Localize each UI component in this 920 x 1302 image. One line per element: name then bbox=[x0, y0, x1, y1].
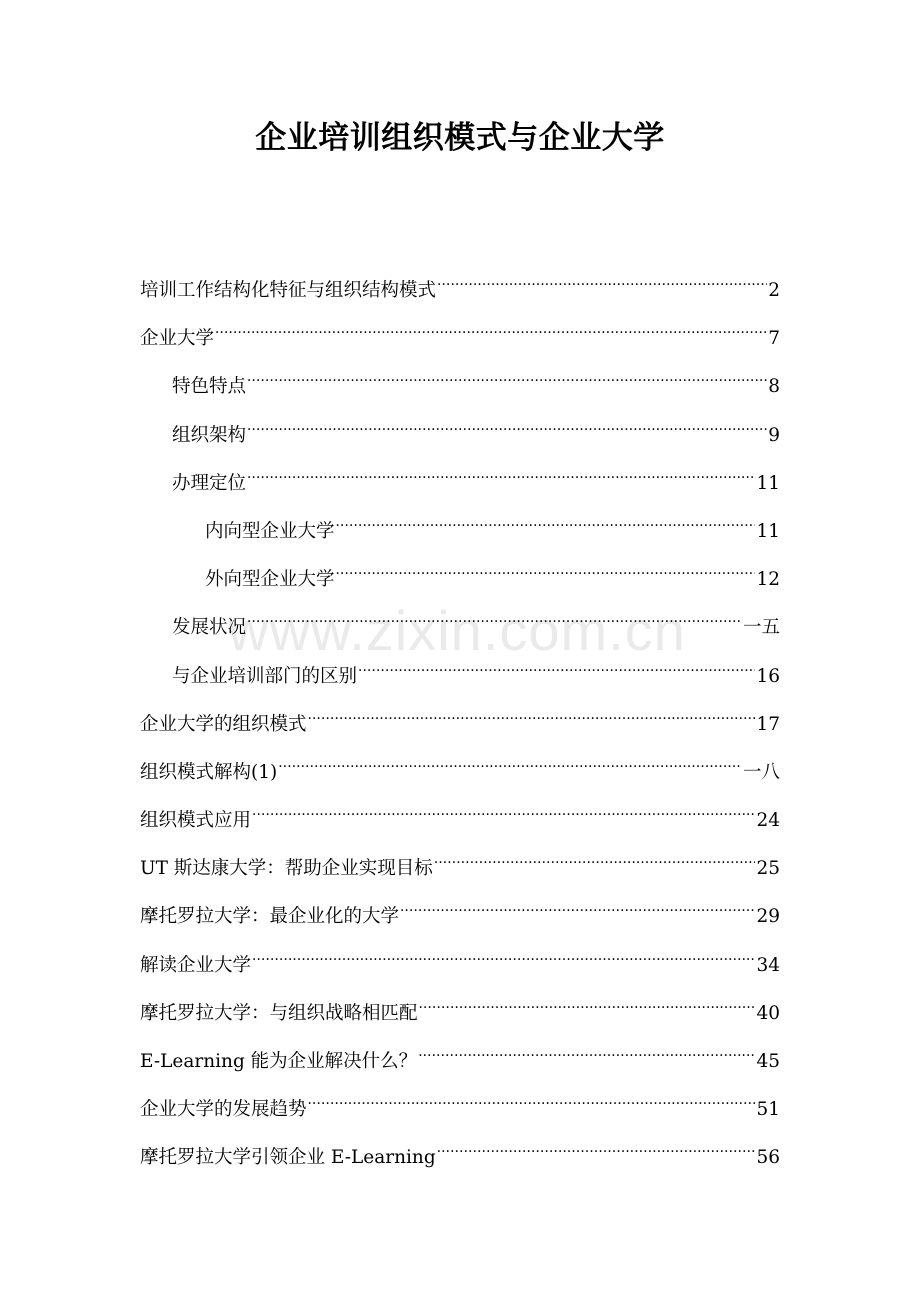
toc-page-number: 24 bbox=[756, 810, 780, 832]
toc-page-number: 16 bbox=[756, 665, 780, 687]
toc-page-number: 11 bbox=[756, 520, 780, 542]
toc-entry-title: 办理定位 bbox=[172, 472, 247, 494]
toc-entry-title: 摩托罗拉大学：最企业化的大学 bbox=[140, 906, 400, 928]
toc-entry-title: 外向型企业大学 bbox=[205, 569, 335, 591]
toc-page-number: 9 bbox=[768, 424, 780, 446]
toc-entry-title: 内向型企业大学 bbox=[205, 520, 335, 542]
toc-dot-leader bbox=[247, 449, 755, 489]
toc-page-number: 17 bbox=[756, 713, 780, 735]
toc-entry[interactable] bbox=[140, 738, 780, 786]
toc-entry-title: UT 斯达康大学：帮助企业实现目标 bbox=[140, 858, 433, 880]
toc-page-number: 2 bbox=[768, 280, 780, 301]
toc-entry[interactable] bbox=[140, 834, 780, 882]
toc-page-number: 25 bbox=[756, 858, 780, 880]
toc-dot-leader bbox=[278, 738, 742, 778]
toc-page-number: 11 bbox=[756, 472, 780, 494]
toc-entry[interactable] bbox=[140, 1123, 780, 1171]
document-title: 企业培训组织模式与企业大学 bbox=[255, 120, 665, 156]
toc-entry-title: 组织架构 bbox=[172, 424, 247, 446]
toc-page-number: 56 bbox=[756, 1147, 780, 1169]
toc-page-number: 34 bbox=[756, 954, 780, 976]
toc-entry[interactable] bbox=[140, 882, 780, 930]
toc-entry[interactable] bbox=[140, 642, 780, 690]
toc-entry-title: 培训工作结构化特征与组织结构模式 bbox=[140, 280, 437, 301]
toc-entry[interactable] bbox=[140, 1075, 780, 1123]
toc-entry[interactable] bbox=[140, 352, 780, 400]
toc-dot-leader bbox=[358, 642, 755, 682]
toc-dot-leader bbox=[308, 690, 756, 730]
toc-dot-leader bbox=[419, 979, 756, 1019]
toc-entry[interactable] bbox=[140, 979, 780, 1027]
toc-entry-title: 组织模式解构(1) bbox=[140, 761, 278, 783]
toc-dot-leader bbox=[336, 497, 756, 537]
toc-page-number: 29 bbox=[756, 906, 780, 928]
toc-entry[interactable] bbox=[140, 690, 780, 738]
toc-entry-title: 企业大学的发展趋势 bbox=[140, 1099, 307, 1121]
toc-entry[interactable] bbox=[140, 1027, 780, 1075]
table-of-contents bbox=[140, 256, 780, 1172]
toc-entry[interactable] bbox=[140, 931, 780, 979]
toc-entry-title: 组织模式应用 bbox=[140, 810, 252, 832]
toc-dot-leader bbox=[252, 786, 755, 826]
toc-dot-leader bbox=[437, 256, 767, 296]
toc-page-number: 12 bbox=[756, 569, 780, 591]
toc-page-number: 一五 bbox=[742, 617, 780, 639]
toc-dot-leader bbox=[400, 882, 755, 922]
toc-entry-title: 特色特点 bbox=[172, 376, 247, 398]
toc-entry[interactable] bbox=[140, 304, 780, 352]
toc-entry-title: 企业大学的组织模式 bbox=[140, 713, 307, 735]
toc-entry-title: 发展状况 bbox=[172, 617, 247, 639]
toc-entry[interactable] bbox=[140, 786, 780, 834]
toc-page-number: 51 bbox=[756, 1099, 780, 1121]
toc-entry-title: 摩托罗拉大学引领企业 E-Learning bbox=[140, 1147, 436, 1169]
toc-dot-leader bbox=[247, 593, 742, 633]
toc-dot-leader bbox=[437, 1123, 756, 1163]
toc-entry[interactable] bbox=[140, 545, 780, 593]
toc-dot-leader bbox=[418, 1027, 755, 1067]
toc-entry[interactable] bbox=[140, 449, 780, 497]
toc-page-number: 8 bbox=[768, 376, 780, 398]
toc-dot-leader bbox=[247, 401, 767, 441]
toc-entry[interactable] bbox=[140, 593, 780, 641]
toc-entry-title: E-Learning 能为企业解决什么？ bbox=[140, 1051, 418, 1072]
toc-entry-title: 与企业培训部门的区别 bbox=[172, 665, 358, 687]
toc-dot-leader bbox=[252, 931, 755, 971]
toc-entry-title: 企业大学 bbox=[140, 328, 215, 350]
toc-entry-title: 解读企业大学 bbox=[140, 954, 252, 976]
toc-dot-leader bbox=[215, 304, 767, 344]
toc-dot-leader bbox=[434, 834, 756, 874]
toc-page-number: 一八 bbox=[742, 761, 780, 783]
toc-entry[interactable] bbox=[140, 401, 780, 449]
toc-page-number: 40 bbox=[756, 1002, 780, 1024]
toc-entry[interactable] bbox=[140, 497, 780, 545]
toc-entry[interactable] bbox=[140, 256, 780, 304]
watermark: www.zixin.com.cn bbox=[228, 599, 686, 662]
toc-entry-title: 摩托罗拉大学：与组织战略相匹配 bbox=[140, 1002, 418, 1024]
toc-page-number: 7 bbox=[768, 328, 780, 350]
toc-dot-leader bbox=[247, 352, 767, 392]
toc-dot-leader bbox=[336, 545, 756, 585]
toc-page-number: 45 bbox=[756, 1051, 780, 1072]
toc-dot-leader bbox=[308, 1075, 756, 1115]
